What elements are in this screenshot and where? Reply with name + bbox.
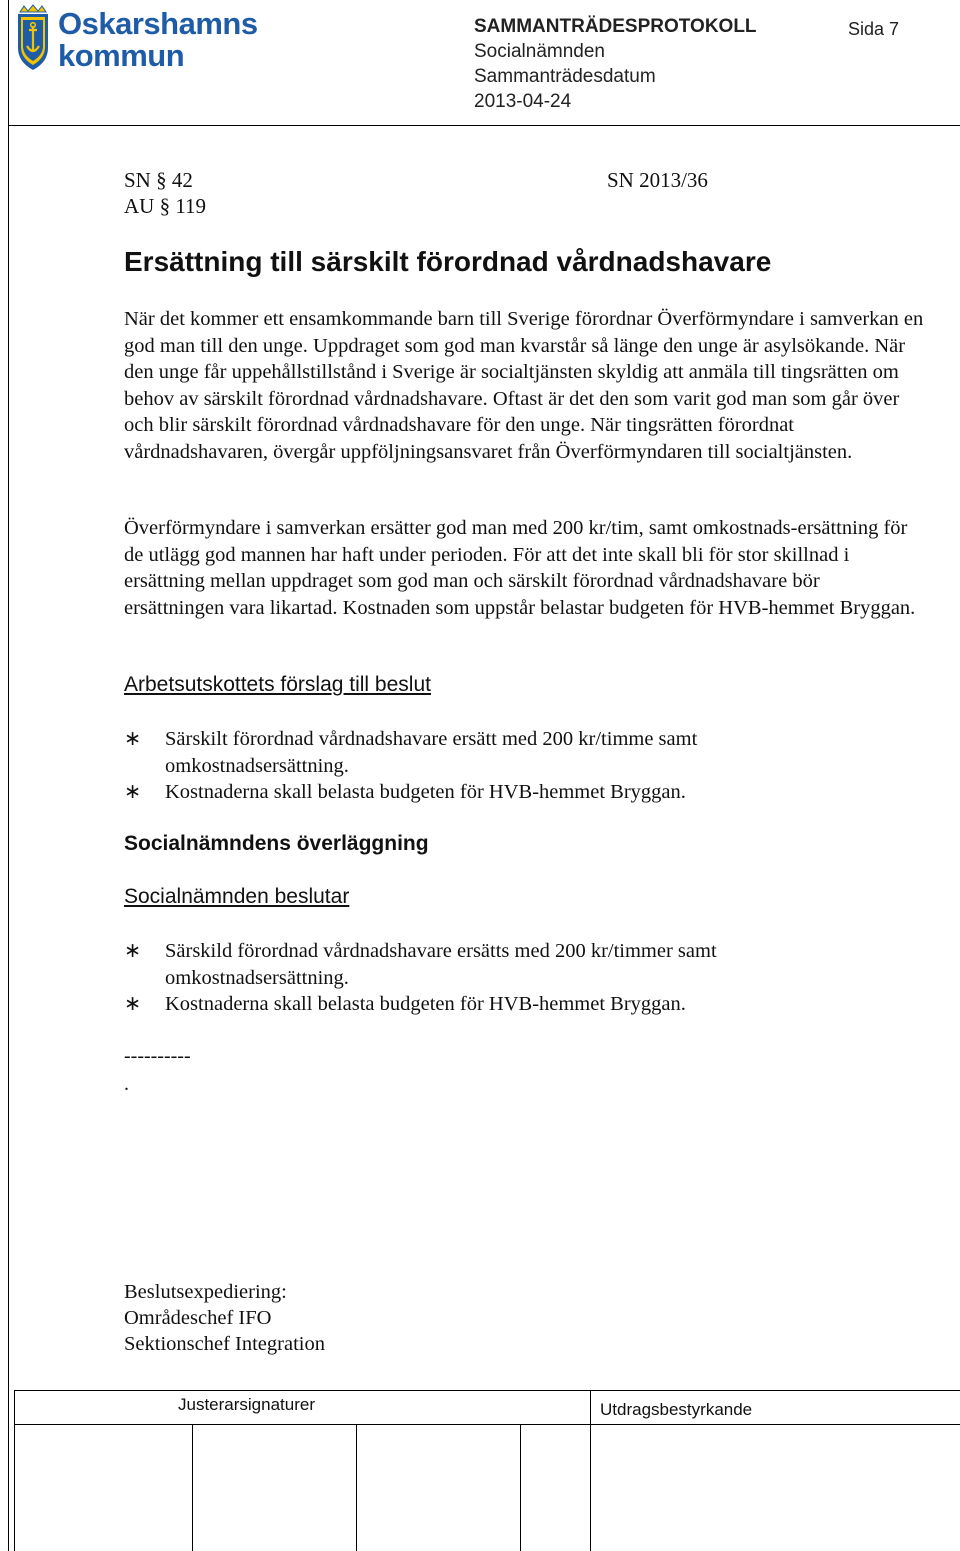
committee-reference: AU § 119	[124, 194, 207, 218]
meeting-date: 2013-04-24	[474, 91, 572, 112]
list-item	[124, 779, 884, 806]
section-reference: SN § 42	[124, 168, 193, 192]
bullet-star-icon: ∗	[124, 781, 142, 803]
bullet-star-icon: ∗	[124, 993, 142, 1015]
board-name: Socialnämnden	[474, 41, 605, 62]
decision-heading: Socialnämnden beslutar	[124, 885, 350, 908]
left-margin-rule	[8, 0, 9, 1551]
meeting-date-label: Sammanträdesdatum	[474, 66, 656, 87]
signature-box	[14, 1390, 960, 1551]
logo-text-line1: Oskarshamns	[58, 6, 258, 41]
extract-certification-label: Utdragsbestyrkande	[600, 1400, 753, 1419]
body-paragraph-2: Överförmyndare i samverkan ersätter god man med 200 kr/tim, samt omkostnads-ersättning för de utlägg god mannen har haft under perioden. För att det inte skall bli för stor skillnad i ersättning mellan uppdraget som god man och särskilt förordnad vårdnadshavare bör ersättningen vara likartad. Kostnaden som uppstår belastar budgeten för HVB-hemmet Bryggan.	[124, 517, 916, 619]
signatures-label: Justerarsignaturer	[178, 1395, 316, 1414]
municipality-logo	[14, 4, 264, 74]
expedition-recipient: Områdeschef IFO	[124, 1307, 272, 1329]
expedition-recipient: Sektionschef Integration	[124, 1333, 325, 1355]
list-item-text: Särskild förordnad vårdnadshavare ersätts med 200 kr/timmer samt omkostnadsersättning.	[165, 940, 717, 989]
list-item-text: Särskilt förordnad vårdnadshavare ersätt med 200 kr/timme samt omkostnadsersättning.	[165, 728, 698, 777]
diary-number: SN 2013/36	[607, 168, 708, 192]
list-item-text: Kostnaderna skall belasta budgeten för HVB-hemmet Bryggan.	[165, 993, 686, 1015]
list-item	[124, 991, 884, 1018]
list-item	[124, 938, 884, 991]
bullet-star-icon: ∗	[124, 728, 142, 750]
deliberation-heading: Socialnämndens överläggning	[124, 832, 429, 855]
list-item-text: Kostnaderna skall belasta budgeten för HVB-hemmet Bryggan.	[165, 781, 686, 803]
page-title: Ersättning till särskilt förordnad vårdnadshavare	[124, 246, 772, 277]
end-mark: .	[124, 1073, 129, 1095]
bullet-star-icon: ∗	[124, 940, 142, 962]
logo-text-line2: kommun	[58, 38, 185, 73]
expedition-label: Beslutsexpediering:	[124, 1281, 287, 1303]
separator: ----------	[124, 1045, 191, 1067]
list-item	[124, 726, 884, 779]
header-divider	[8, 125, 960, 126]
document-type: SAMMANTRÄDESPROTOKOLL	[474, 16, 757, 37]
body-paragraph-1: När det kommer ett ensamkommande barn till Sverige förordnar Överförmyndare i samverkan en god man till den unge. Uppdraget som god man kvarstår så länge den unge är asylsökande. När den unge får uppehållstillstånd i Sverige är socialtjänsten skyldig att anmäla till tingsrätten om behov av särskilt förordnad vårdnadshavare. Oftast är det den som varit god man som går över och blir särskilt förordnad vårdnadshavare för den unge. När tingsrätten förordnat vårdnadshavaren, övergår uppföljningsansvaret från Överförmyndaren till socialtjänsten.	[124, 308, 924, 463]
page-number: Sida 7	[848, 19, 900, 39]
proposal-heading: Arbetsutskottets förslag till beslut	[124, 673, 431, 696]
